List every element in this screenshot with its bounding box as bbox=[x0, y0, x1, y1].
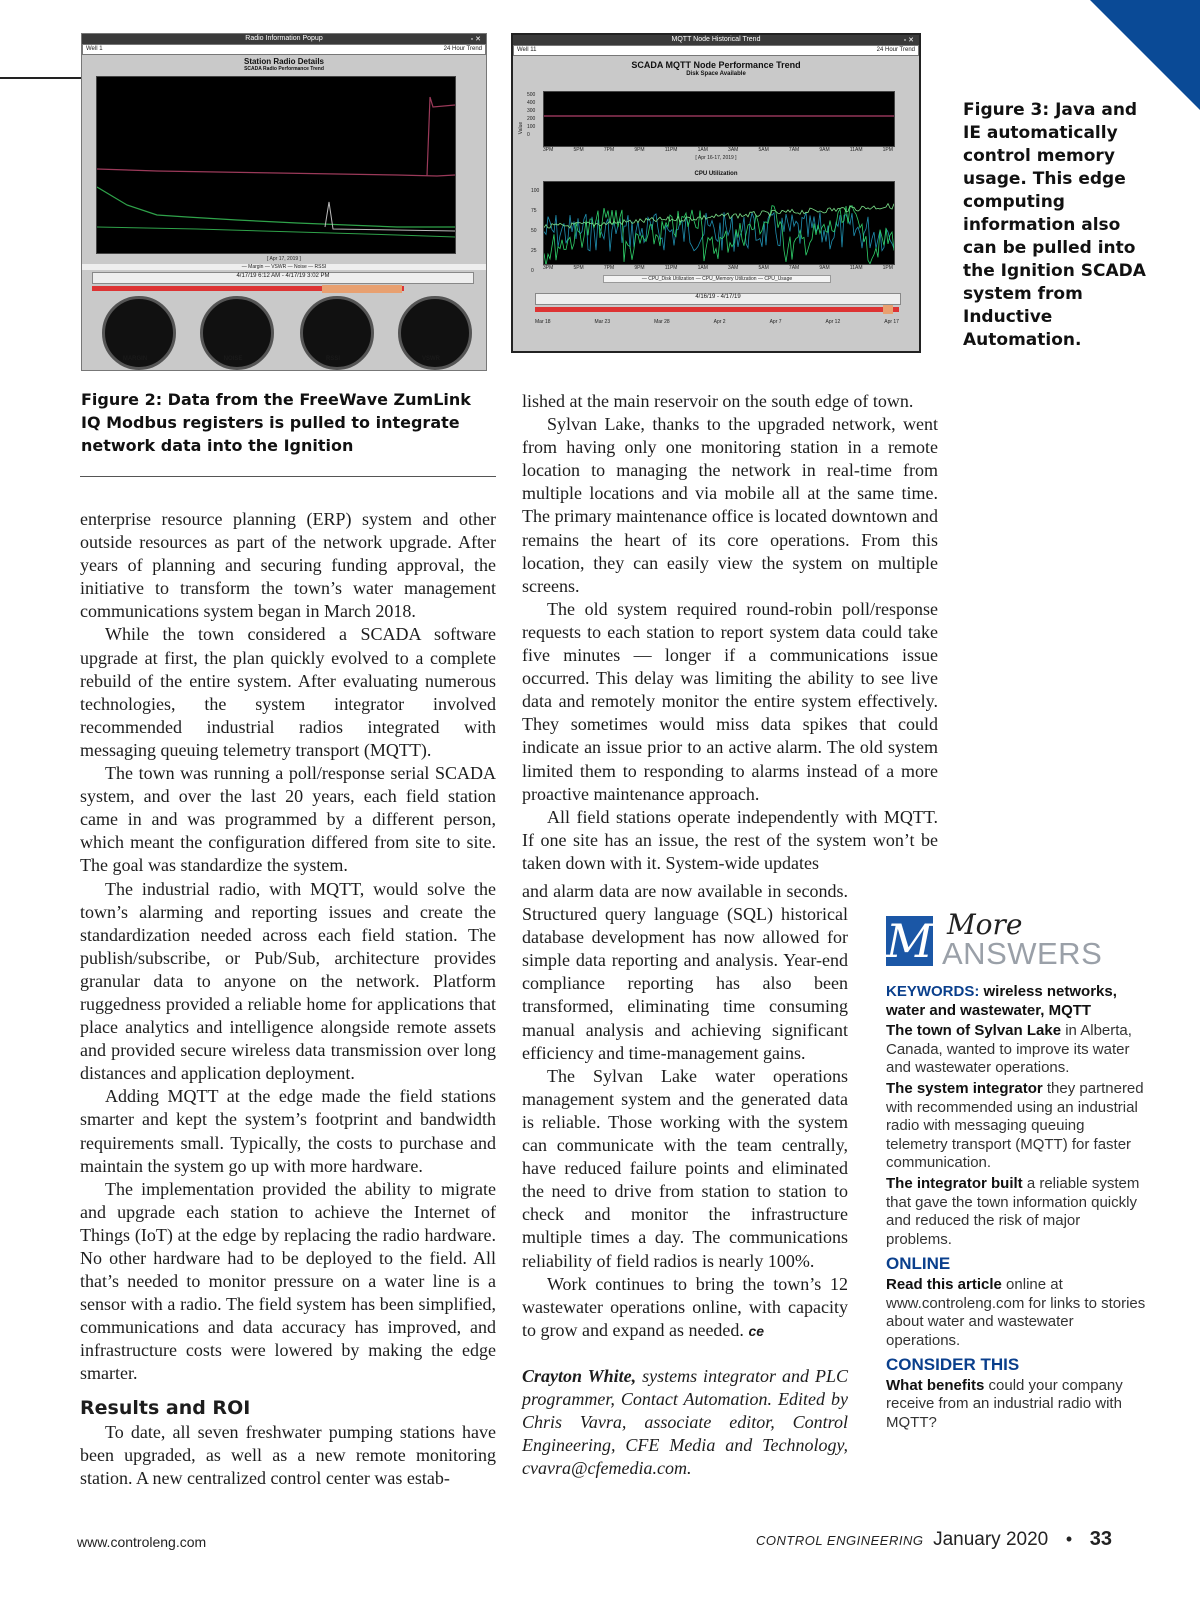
fig3-plot1-title: Disk Space Available bbox=[686, 71, 746, 77]
article-column-1 bbox=[80, 508, 496, 1490]
fig3-plot1-yticks: 500 400 300 200 100 0 bbox=[527, 92, 536, 138]
window-buttons-icon: ▫✕ bbox=[903, 37, 916, 44]
fig2-title: Station Radio Details bbox=[243, 57, 324, 66]
fig2-range-handle[interactable] bbox=[322, 285, 402, 293]
fig3-range-bar bbox=[535, 307, 899, 312]
paragraph: and alarm data are now available in seconds. Structured query language (SQL) historical database development has now allowed for simple data reporting and analysis. Year-end compliance reporting has also been transformed, eliminating time consuming manual analysis and achieving significant efficiency and time-management gains. bbox=[522, 881, 848, 1063]
end-mark: ce bbox=[748, 1322, 765, 1339]
fig3-plot2-yticks: 100 75 50 25 0 bbox=[531, 188, 540, 274]
fig2-plot bbox=[96, 76, 456, 254]
paragraph: To date, all seven freshwater pumping stations have been upgraded, as well as a new remote monitoring station. A new centralized control center was estab- bbox=[80, 1421, 496, 1488]
fig2-subtitle: SCADA Radio Performance Trend bbox=[244, 66, 324, 72]
top-rule bbox=[0, 77, 84, 79]
fig3-plot1-ylabel: Value bbox=[518, 121, 525, 135]
author-name: Crayton White, bbox=[522, 1365, 637, 1386]
paragraph: The industrial radio, with MQTT, would solve the town’s alarming and reporting issues and create the standardization needed across each field station. The publish/subscribe, or Pub/Sub, architecture provides granular data to anyone on the network. Platform ruggedness provided a reliable home for applications that place analytics and intelligence alongside remote assets and provided secure wireless data transmission over long distances and application deployment. bbox=[80, 878, 496, 1084]
fig2-gauge-label: VSWR bbox=[422, 356, 440, 362]
paragraph: enterprise resource planning (ERP) system and other outside resources as part of the network upgrade. After years of planning and securing funding approval, the initiative to transform the town’s water management communications system began in March 2018. bbox=[80, 509, 496, 622]
fig2-trend-lines bbox=[97, 77, 455, 253]
fig2-date-label: [ Apr 17, 2019 ] bbox=[267, 256, 301, 262]
fig3-disk-plot bbox=[543, 91, 895, 147]
fig3-plot2-title: CPU Utilization bbox=[694, 171, 738, 177]
figure-3-screenshot bbox=[511, 33, 921, 353]
footer-issue: January 2020 bbox=[933, 1529, 1049, 1550]
fig3-date-label: [ Apr 16-17, 2019 ] bbox=[695, 155, 737, 161]
window-buttons-icon: ▫✕ bbox=[470, 36, 483, 43]
fig3-well-select: Well 11 bbox=[517, 47, 537, 53]
page-number: 33 bbox=[1089, 1528, 1113, 1550]
fig3-range-scrollbar[interactable] bbox=[535, 293, 901, 305]
fig2-gauge-label: MARGIN bbox=[122, 356, 148, 362]
more-answers-sidebar bbox=[886, 983, 1148, 1435]
figure-2-screenshot bbox=[81, 33, 487, 371]
paragraph: The Sylvan Lake water operations management system and the generated data is reliable. Those working with the system can communicate with the team centrally, have reduced failure points and eliminated the need to drive from station to station to check and monitor the infrastructure multiple times a day. The communications reliability of field radios is nearly 100%. bbox=[522, 1065, 848, 1271]
fig3-title: SCADA MQTT Node Performance Trend bbox=[631, 60, 801, 70]
corner-accent bbox=[1090, 0, 1200, 110]
article-column-2 bbox=[522, 390, 938, 875]
online-heading: ONLINE bbox=[886, 1254, 951, 1274]
fig2-gauge-label: RSSI bbox=[325, 356, 340, 362]
fig3-time-axis-1: 3PM 5PM 7PM 9PM 11PM 1AM 3AM 5AM 7AM 9AM 11AM 1PM bbox=[543, 147, 893, 153]
paragraph: The implementation provided the ability to migrate and upgrade each station to achieve the Internet of Things (IoT) at the edge by replacing the radio hardware. No other hardware had to be deployed to the field. All that’s needed to monitor pressure on a water line is a sensor with a radio. The field system has been simplified, communications and data accuracy has improved, and infrastructure costs were lowered by making the edge smarter. bbox=[80, 1178, 496, 1384]
footer-url[interactable]: www.controleng.com bbox=[77, 1534, 207, 1550]
more-answers-answers: ANSWERS bbox=[942, 936, 1103, 971]
consider-text: What benefits could your company receive from an industrial radio with MQTT? bbox=[886, 1376, 1123, 1432]
paragraph: While the town considered a SCADA software upgrade at first, the plan quickly evolved to a complete rebuild of the entire system. After evaluating numerous technologies, the system integrator involved recommended industrial radios integrated with messaging queuing telemetry transport (MQTT). bbox=[80, 624, 496, 760]
fig2-titlebar bbox=[82, 34, 486, 44]
fig2-trend-select: 24 Hour Trend bbox=[443, 46, 482, 52]
caption-rule bbox=[80, 476, 496, 477]
fig3-cpu-lines bbox=[544, 182, 894, 264]
keywords-line: KEYWORDS: wireless networks, water and wastewater, MQTT bbox=[886, 983, 1117, 1019]
article-column-2-narrow bbox=[522, 880, 848, 1480]
figure-2-caption: Figure 2: Data from the FreeWave ZumLink IQ Modbus registers is pulled to integrate network data into the Ignition bbox=[81, 390, 471, 455]
fig3-trend-select: 24 Hour Trend bbox=[876, 47, 915, 53]
fig2-well-select: Well 1 bbox=[86, 46, 103, 52]
more-answers-more: More bbox=[947, 908, 1023, 941]
figure-3-caption: Figure 3: Java and IE automatically control memory usage. This edge computing information also can be pulled into the Ignition SCADA system from Inductive Automation. bbox=[963, 100, 1146, 350]
paragraph: Sylvan Lake, thanks to the upgraded network, went from having only one monitoring station in a remote location to managing the network in real-time from multiple locations and via mobile all at the same time. The primary maintenance office is located downtown and remains the heart of its core operations. From this location, they can easily view the system on multiple screens. bbox=[522, 414, 938, 596]
fig2-range-label: 4/17/19 6:12 AM - 4/17/19 3:02 PM bbox=[236, 273, 330, 279]
summary-1: The town of Sylvan Lake in Alberta, Canada, wanted to improve its water and wastewater operations. bbox=[886, 1022, 1132, 1077]
fig2-legend: — Margin — VSWR — Noise — RSSI bbox=[82, 264, 486, 270]
fig2-select-bar bbox=[82, 44, 486, 55]
fig3-window-title: MQTT Node Historical Trend bbox=[671, 36, 761, 43]
keywords-label: KEYWORDS: bbox=[886, 983, 980, 1000]
fig3-disk-line bbox=[544, 92, 894, 146]
fig3-legend: — CPU_Disk Utilization — CPU_Memory Utilization — CPU_Usage bbox=[603, 275, 831, 283]
fig2-window-title: Radio Information Popup bbox=[245, 35, 323, 42]
online-text: Read this article online at www.controleng.com for links to stories about water and wastewater operations. bbox=[886, 1275, 1146, 1349]
paragraph: The town was running a poll/response serial SCADA system, and over the last 20 years, each field station came in and was programmed by a different person, which meant the configuration differed from site to site. The goal was standardize the system. bbox=[80, 763, 496, 876]
fig3-range-label: 4/16/19 - 4/17/19 bbox=[695, 294, 741, 300]
fig2-gauge-label: NOISE bbox=[223, 356, 243, 362]
footer-magazine: CONTROL ENGINEERING bbox=[756, 1533, 924, 1548]
consider-heading: CONSIDER THIS bbox=[886, 1355, 1020, 1375]
paragraph: The old system required round-robin poll/response requests to each station to report system data could take five minutes — longer if a communications issue occurred. This delay was limiting the ability to see live data and remotely monitor the entire system effectively. They sometimes would miss data spikes that could indicate an issue prior to an active alarm. The old system limited them to responding to alarms instead of a more proactive maintenance approach. bbox=[522, 598, 938, 804]
fig3-range-axis: Mar 18 Mar 23 Mar 28 Apr 2 Apr 7 Apr 12 Apr 17 bbox=[535, 319, 899, 325]
fig3-range-handle[interactable] bbox=[883, 305, 893, 314]
section-heading: Results and ROI bbox=[80, 1396, 251, 1419]
fig2-range-scrollbar[interactable] bbox=[92, 272, 474, 284]
more-answers-logo-icon: M bbox=[886, 914, 934, 968]
paragraph: lished at the main reservoir on the south edge of town. bbox=[522, 391, 914, 411]
summary-2: The system integrator they partnered with recommended using an industrial radio with messaging queuing telemetry transport (MQTT) for faster communication. bbox=[886, 1079, 1144, 1172]
paragraph: Work continues to bring the town’s 12 wastewater operations online, with capacity to grow and expand as needed. ce bbox=[522, 1273, 848, 1340]
fig3-select-bar bbox=[513, 45, 919, 56]
paragraph: All field stations operate independently with MQTT. If one site has an issue, the rest of the system won’t be taken down with it. System-wide updates bbox=[522, 806, 938, 873]
summary-3: The integrator built a reliable system that gave the town information quickly and reduced the risk of major problems. bbox=[886, 1174, 1140, 1248]
fig3-cpu-plot bbox=[543, 181, 895, 265]
paragraph: Adding MQTT at the edge made the field stations smarter and kept the system’s footprint and bandwidth requirements small. Typically, the costs to purchase and maintain the system go up with more hardware. bbox=[80, 1086, 496, 1176]
fig3-time-axis-2: 3PM 5PM 7PM 9PM 11PM 1AM 3AM 5AM 7AM 9AM 11AM 1PM bbox=[543, 265, 893, 271]
author-bio: Crayton White, systems integrator and PLC programmer, Contact Automation. Edited by Chris Vavra, associate editor, Control Engineering, CFE Media and Technology, cvavra@cfemedia.com. bbox=[522, 1365, 848, 1479]
footer-masthead bbox=[756, 1528, 1126, 1551]
fig3-titlebar bbox=[513, 35, 919, 45]
footer-bullet: • bbox=[1065, 1529, 1073, 1549]
